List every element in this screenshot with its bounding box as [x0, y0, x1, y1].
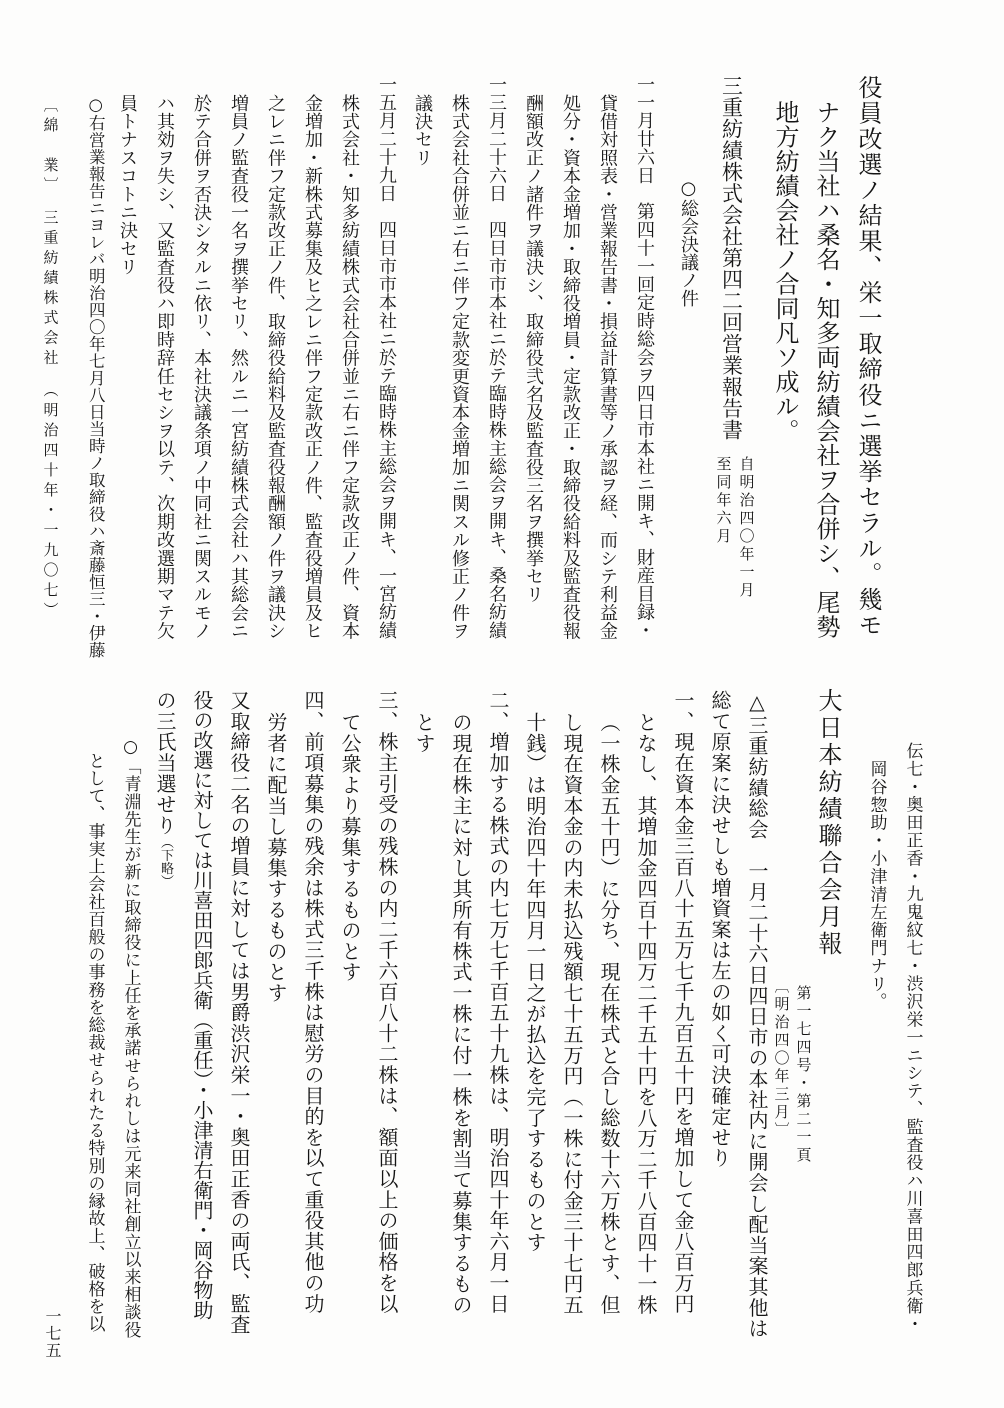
- report-line: とす: [412, 712, 436, 754]
- resolution-line: 処分・資本金増加・取締役増員・定款改正・取締役給料及監査役報: [560, 94, 581, 640]
- resolution-line: 株式会社合併並ニ右ニ伴フ定款変更資本金増加ニ関スル修正ノ件ヲ: [449, 94, 470, 640]
- report-line: 一、現在資本金三百八十五万七千九百五十円を増加して金八百万円: [671, 690, 695, 1314]
- editor-note: 岡谷惣助・小津清左衛門ナリ。: [866, 760, 887, 1011]
- section-heading: ○総会決議ノ件: [678, 178, 699, 307]
- report-line-text: の三氏当選せり: [153, 690, 177, 836]
- report-line: 役の改選に対しては川喜田四郎兵衛（重任）・小津清右衛門・岡谷物助: [190, 690, 214, 1320]
- intro-line: 地方紡績会社ノ合同凡ソ成ル。: [771, 100, 799, 443]
- report-line: △三重紡績総会 一月二十六日四日市の本社内に開会し配当案其他は: [745, 690, 769, 1339]
- resolution-line: 一五月二十九日 四日市市本社ニ於テ臨時株主総会ヲ開キ、一宮紡績: [376, 75, 397, 640]
- source-title: 三重紡績株式会社第四二回営業報告書: [719, 75, 744, 441]
- report-line: （一株金五十円）に分ち、現在株式と合し総数十六万株とす、但: [597, 712, 621, 1316]
- resolution-line: 之レニ伴フ定款改正ノ件、取締役給料及監査役報酬額ノ件ヲ議決シ: [265, 94, 286, 640]
- editor-note: 伝七・奥田正香・九鬼紋七・渋沢栄一ニシテ、監査役ハ川喜田四郎兵衛・: [902, 742, 923, 1333]
- resolution-line: 金増加・新株式募集及ヒ之レニ伴フ定款改正ノ件、監査役増員及ヒ: [302, 94, 323, 640]
- report-line: 総て原案に決せしも増資案は左の如く可決確定せり: [708, 690, 732, 1169]
- report-line: 四、前項募集の残余は株式三千株は慰労の目的を以て重役其他の功: [301, 690, 325, 1314]
- resolution-line: 一三月二十六日 四日市市本社ニ於テ臨時株主総会ヲ開キ、桑名紡績: [486, 75, 507, 640]
- report-line: 労者に配当し募集するものとす: [264, 712, 288, 1004]
- quote-line: として、事実上会社百般の事務を総裁せられたる特別の縁故上、破格を以: [84, 752, 105, 1333]
- intro-line: ナク当社ハ桑名・知多両紡績会社ヲ合併シ、尾勢: [812, 100, 840, 639]
- editor-note: ○右営業報告ニヨレバ明治四〇年七月八日当時ノ取締役ハ斎藤恒三・伊藤: [86, 95, 106, 659]
- source-issue: 第一七四号・第二一頁: [794, 985, 813, 1165]
- source-title: 大日本紡績聯合会月報: [814, 688, 842, 958]
- report-line: 二、増加する株式の内七万七千百五十九株は、明治四十年六月一日: [486, 690, 510, 1314]
- report-line: の現在株主に対し其所有株式一株に付一株を割当て募集するもの: [449, 712, 473, 1316]
- source-date: 〔明治四〇年三月〕: [772, 978, 791, 1140]
- resolution-line: 於テ合併ヲ否決シタルニ依リ、本社決議条項ノ中同社ニ関スルモノ: [191, 94, 212, 640]
- source-period-to: 至同年六月: [714, 456, 733, 546]
- report-line: 十銭）は明治四十年四月一日之が払込を完了するものとす: [523, 712, 547, 1253]
- resolution-line: 貸借対照表・営業報告書・損益計算書等ノ承認ヲ経、而シテ利益金: [597, 94, 618, 640]
- resolution-line: 一一月廿六日 第四十一回定時総会ヲ四日市本社ニ開キ、財産目録・: [634, 75, 655, 640]
- report-line: 三、株主引受の残株の内二千六百八十二株は、額面以上の価格を以: [375, 690, 399, 1314]
- page-number: 一七五: [43, 1308, 62, 1359]
- report-line: て公衆より募集するものとす: [338, 712, 362, 983]
- resolution-line: 員トナスコトニ決セリ: [117, 94, 138, 276]
- quote-line: ○「青淵先生が新に取締役に上任を承諾せられしは元来同社創立以来相談役: [120, 737, 141, 1339]
- report-line: し現在資本金の内未払込残額七十五万円（一株に付金三十七円五: [560, 712, 584, 1316]
- resolution-line: 議決セリ: [412, 94, 433, 167]
- resolution-line: 酬額改正ノ諸件ヲ議決シ、取締役弐名及監査役三名ヲ撰挙セリ: [523, 94, 544, 604]
- source-period-from: 自明治四〇年一月: [737, 456, 756, 600]
- resolution-line: ハ其効ヲ失シ、又監査役ハ即時辞任セシヲ以テ、次期改選期マテ欠: [154, 94, 175, 640]
- report-line: となし、其増加金四百十四万二千五十円を八万二千八百四十一株: [634, 712, 658, 1316]
- running-head: 〔綿 業〕 三重紡績株式会社 （明治四十年・一九〇七）: [41, 97, 60, 622]
- omission-mark: （下略）: [158, 835, 173, 888]
- report-line: 又取締役二名の増員に対しては男爵渋沢栄一・奥田正香の両氏、監査: [227, 690, 251, 1335]
- resolution-line: 増員ノ監査役一名ヲ撰挙セリ、然ルニ一宮紡績株式会社ハ其総会ニ: [228, 94, 249, 640]
- intro-line: 役員改選ノ結果、栄一取締役ニ選挙セラル。幾モ: [854, 75, 882, 639]
- resolution-line: 株式会社・知多紡績株式会社合併並ニ右ニ伴フ定款改正ノ件、資本: [339, 94, 360, 640]
- report-line-final: [155, 690, 175, 888]
